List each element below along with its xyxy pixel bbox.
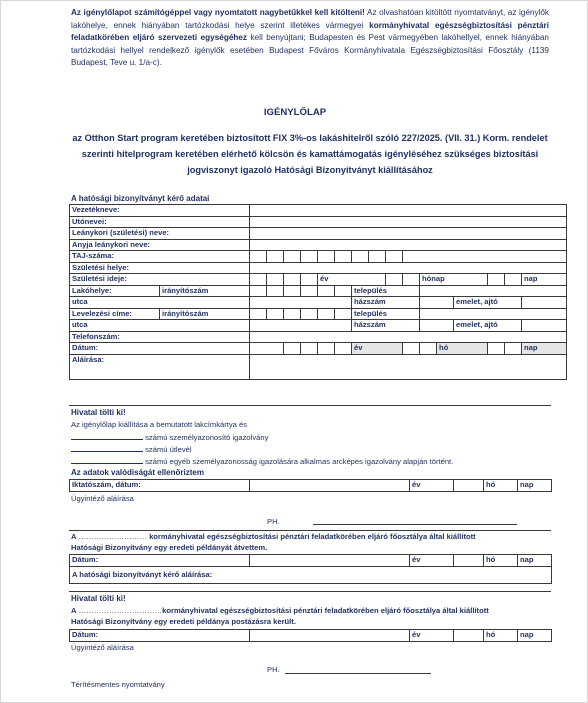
applicant-table (69, 204, 567, 380)
birth-date-label: Születési ideje: (70, 274, 250, 286)
verified-heading: Az adatok valódiságát ellenőriztem (71, 468, 204, 477)
admin-signature-label: Ügyintéző aláírása (71, 494, 134, 503)
mail-house-field[interactable] (420, 320, 454, 332)
date-year-digit[interactable] (301, 343, 318, 355)
postal-date-label: Dátum: (70, 630, 250, 642)
mail-street-label: utca (70, 320, 250, 332)
office-line-2 (71, 431, 268, 443)
postal-day-label: nap (518, 630, 552, 642)
postcode-digit[interactable] (250, 285, 267, 297)
taj-label: TAJ-száma: (70, 251, 250, 263)
receipt-text-2 (71, 542, 267, 553)
intro-paragraph (71, 7, 549, 70)
postal-month-label: hó (484, 630, 518, 642)
ph-label: PH. (267, 517, 280, 526)
date-year-digit[interactable] (284, 343, 301, 355)
mail-postcode-label: irányítószám (160, 308, 250, 320)
postal-table (69, 629, 552, 642)
address-label: Lakóhelye: (70, 285, 160, 297)
first-name-field[interactable] (250, 216, 567, 228)
mother-maiden-name-field[interactable] (250, 239, 567, 251)
postcode-digit[interactable] (301, 285, 318, 297)
first-name-label: Utónevei: (70, 216, 250, 228)
taj-digit[interactable] (267, 251, 284, 263)
address-house-label: házszám (352, 297, 420, 309)
intro-bold-office: kormányhivatal egészségbiztosítási pénztári feladatkörében eljáró szervezeti egységéhez (71, 20, 549, 43)
address-street-field[interactable] (250, 297, 352, 309)
filing-year-label: év (410, 480, 454, 492)
receipt-day-label: nap (518, 555, 552, 567)
other-id-number-field[interactable] (71, 455, 143, 464)
birth-month-digit[interactable] (386, 274, 403, 286)
mail-postcode-digit[interactable] (250, 308, 267, 320)
address-settlement-label: település (352, 285, 420, 297)
form-subtitle: az Otthon Start program keretében biztosított FIX 3%-os lakáshitelről szóló 227/2025. (VII. 31.) Korm. rendelet szerinti hitelprogram keretében elérhető kölcsön és kamattámogatás igényléséhez szükséges biztosítási jogviszonyt igazoló Hatósági Bizonyítványt kiállításához (72, 133, 548, 175)
maiden-name-field[interactable] (250, 228, 567, 240)
divider (69, 591, 551, 592)
date-day-digit[interactable] (505, 343, 522, 355)
receipt-text2: Hatósági Bizonyítvány egy eredeti példányát átvettem. (71, 543, 268, 552)
taj-digit[interactable] (369, 251, 386, 263)
signature-field[interactable] (250, 354, 567, 379)
taj-digit[interactable] (284, 251, 301, 263)
taj-digit[interactable] (318, 251, 335, 263)
mail-postcode-digit[interactable] (301, 308, 318, 320)
birth-year-label: év (318, 274, 386, 286)
office-line-2-text: számú személyazonosító igazolvány (145, 433, 269, 442)
mail-postcode-spacer (335, 308, 352, 320)
office-line-4 (71, 455, 453, 467)
birth-month-label: hónap (420, 274, 488, 286)
address-settlement-field[interactable] (420, 285, 567, 297)
maiden-name-label: Leánykori (születési) neve: (70, 228, 250, 240)
date-year-digit[interactable] (318, 343, 335, 355)
mail-address-label: Levelezési címe: (70, 308, 160, 320)
filing-month-label: hó (484, 480, 518, 492)
birth-place-label: Születési helye: (70, 262, 250, 274)
postal-year-field[interactable] (454, 630, 484, 642)
mail-postcode-digit[interactable] (267, 308, 284, 320)
signature-label: Aláírása: (70, 354, 250, 379)
date-day-digit[interactable] (488, 343, 505, 355)
mother-maiden-name-label: Anyja leánykori neve: (70, 239, 250, 251)
mail-postcode-digit[interactable] (284, 308, 301, 320)
birth-day-label: nap (522, 274, 567, 286)
divider (69, 405, 551, 406)
taj-digit[interactable] (352, 251, 369, 263)
postal-dots: …………………………… (78, 606, 163, 615)
phone-field[interactable] (250, 331, 567, 343)
address-floor-label: emelet, ajtó (454, 297, 522, 309)
receipt-month-label: hó (484, 555, 518, 567)
filing-day-label: nap (518, 480, 552, 492)
id-card-number-field[interactable] (71, 431, 143, 440)
birth-month-digit[interactable] (403, 274, 420, 286)
filing-table (69, 479, 552, 492)
mail-street-field[interactable] (250, 320, 352, 332)
receipt-text-1 (71, 531, 549, 542)
receipt-year-field[interactable] (454, 555, 484, 567)
birth-year-digit[interactable] (250, 274, 267, 286)
taj-digit[interactable] (386, 251, 403, 263)
intro-bold: Az igénylőlapot számítógéppel vagy nyomtatott nagybetűkkel kell kitölteni! (71, 8, 365, 17)
filing-number-field[interactable] (250, 480, 410, 492)
mail-settlement-field[interactable] (420, 308, 567, 320)
filing-year-field[interactable] (454, 480, 484, 492)
mail-house-label: házszám (352, 320, 420, 332)
office-section-header: Hivatal tölti ki! (71, 408, 126, 417)
mail-settlement-label: település (352, 308, 420, 320)
receipt-dots: ……………………… (78, 532, 147, 541)
taj-spacer (403, 251, 567, 263)
receipt-date-field[interactable] (250, 555, 410, 567)
postal-a: A (71, 606, 77, 615)
postal-text1: kormányhivatal egészségbiztosítási pénztári feladatkörében eljáró főosztálya által kiállított (162, 606, 489, 615)
office-line-3-text: számú útlevél (145, 445, 192, 454)
postcode-digit[interactable] (267, 285, 284, 297)
receipt-signature-label: A hatósági bizonyítványt kérő aláírása: (70, 566, 552, 583)
birth-year-digit[interactable] (284, 274, 301, 286)
filing-date-label: Iktatószám, dátum: (70, 480, 250, 492)
mail-floor-label: emelet, ajtó (454, 320, 522, 332)
mail-floor-field[interactable] (522, 320, 567, 332)
postal-ph-label: PH. (267, 665, 280, 674)
surname-field[interactable] (250, 205, 567, 217)
office-line-4-text: számú egyéb személyazonosság igazolására alkalmas arcképes igazolvány alapján történt. (145, 457, 454, 466)
birth-day-digit[interactable] (505, 274, 522, 286)
date-month-digit[interactable] (403, 343, 420, 355)
intro-text-b: kell benyújtani; Budapesten és Pest vármegyében lakóhellyel, ennek hiányában tartózkodási hellyel rendelkező igénylők esetében Budapest Főváros Kormányhivatala Egészségbiztosítási Főosztály (1139 Budapest, Teve u. 1/a-c). (71, 33, 549, 68)
surname-label: Vezetékneve: (70, 205, 250, 217)
date-year-digit[interactable] (335, 343, 352, 355)
date-label: Dátum: (70, 343, 250, 355)
office-line-1: Az igénylőlap kiállítása a bemutatott lakcímkártya és (71, 420, 248, 429)
taj-digit[interactable] (250, 251, 267, 263)
postal-admin-signature: Ügyintéző aláírása (71, 643, 134, 652)
date-day-label: nap (522, 343, 567, 355)
postal-year-label: év (410, 630, 454, 642)
postal-text2: Hatósági Bizonyítvány egy eredeti példánya postázásra került. (71, 617, 296, 626)
mail-postcode-spacer (318, 308, 335, 320)
form-title: IGÉNYLŐLAP (263, 107, 327, 118)
postal-stamp-line (285, 673, 431, 674)
passport-number-field[interactable] (71, 443, 143, 452)
address-postcode-label: irányítószám (160, 285, 250, 297)
postal-date-field[interactable] (250, 630, 410, 642)
footer-note: Térítésmentes nyomtatvány (71, 680, 165, 689)
receipt-text1: kormányhivatal egészségbiztosítási pénztári feladatkörében eljáró főosztálya által kiállított (146, 532, 476, 541)
birth-day-digit[interactable] (488, 274, 505, 286)
receipt-date-label: Dátum: (70, 555, 250, 567)
receipt-table (69, 554, 552, 584)
date-year-label: év (352, 343, 403, 355)
date-year-field[interactable] (250, 343, 284, 355)
office-line-3 (71, 443, 192, 455)
postal-text-2 (71, 616, 296, 627)
postcode-spacer (318, 285, 335, 297)
postcode-digit[interactable] (284, 285, 301, 297)
birth-place-field[interactable] (250, 262, 567, 274)
applicant-section-header: A hatósági bizonyítványt kérő adatai (71, 194, 210, 203)
phone-label: Telefonszám: (70, 331, 250, 343)
address-floor-field[interactable] (522, 297, 567, 309)
receipt-a: A (71, 532, 77, 541)
address-street-label: utca (70, 297, 250, 309)
receipt-year-label: év (410, 555, 454, 567)
taj-digit[interactable] (335, 251, 352, 263)
address-house-field[interactable] (420, 297, 454, 309)
postal-section-header: Hivatal tölti ki! (71, 594, 126, 603)
birth-year-digit[interactable] (267, 274, 284, 286)
intro-text-a: Az olvashatóan kitöltött nyomtatványt, az igénylők lakóhelye, ennek hiányában tartózkodási helye szerint illetékes vármegyei (71, 8, 550, 30)
postcode-spacer (335, 285, 352, 297)
date-month-label: hó (437, 343, 488, 355)
birth-year-digit[interactable] (301, 274, 318, 286)
taj-digit[interactable] (301, 251, 318, 263)
postal-text-1 (71, 605, 549, 616)
date-month-digit[interactable] (420, 343, 437, 355)
stamp-line (313, 524, 517, 525)
